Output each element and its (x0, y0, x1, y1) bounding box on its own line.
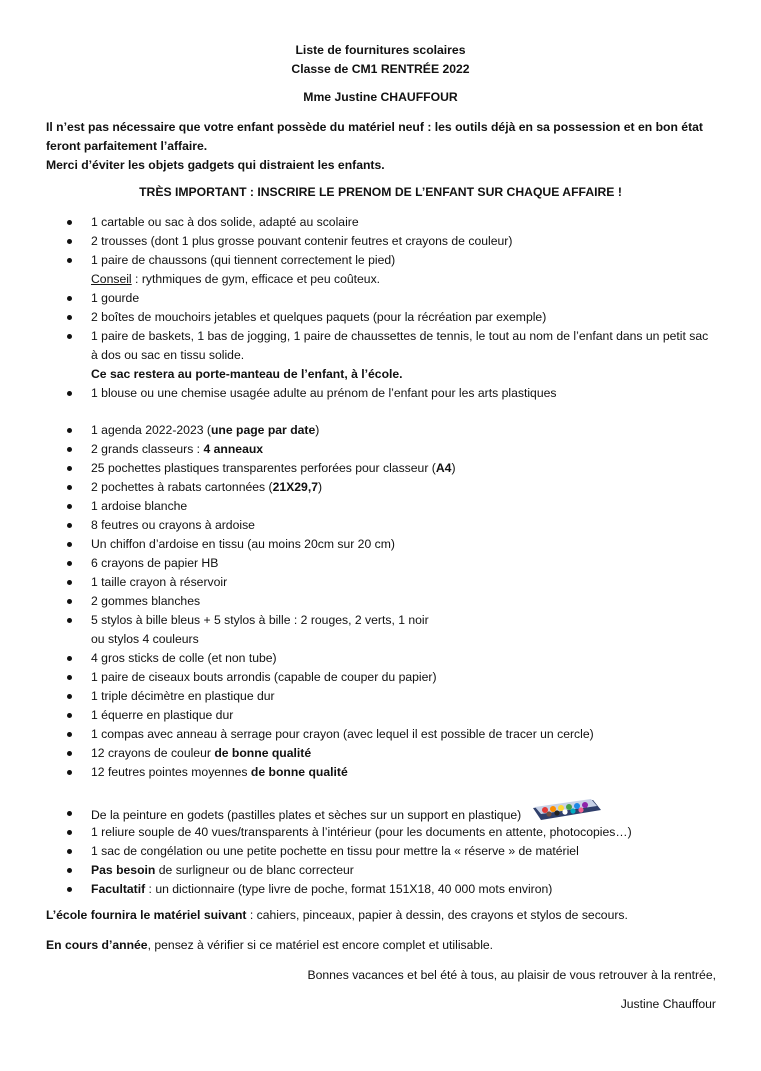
list-item (0, 213, 761, 232)
list-item (0, 804, 761, 823)
item-text: 1 triple décimètre en plastique dur (91, 689, 275, 703)
intro-line-1: Il n’est pas nécessaire que votre enfant possède du matériel neuf : les outils déjà en sa possession et en bon état feront parfaitement l’affaire. (46, 120, 703, 153)
teacher-name: Mme Justine CHAUFFOUR (303, 90, 458, 104)
list-item (0, 516, 761, 535)
item-text: 4 gros sticks de colle (et non tube) (91, 651, 277, 665)
important-notice: TRÈS IMPORTANT : INSCRIRE LE PRENOM DE L’ENFANT SUR CHAQUE AFFAIRE ! (139, 185, 622, 199)
item-text-alt: ou stylos 4 couleurs (91, 632, 199, 646)
list-item (0, 649, 761, 668)
item-text: 6 crayons de papier HB (91, 556, 219, 570)
during-year-note (46, 938, 493, 952)
list-item (0, 668, 761, 687)
intro-paragraph (46, 118, 736, 175)
list-item (0, 421, 761, 440)
list-item (0, 611, 761, 649)
item-text: 1 paire de baskets, 1 bas de jogging, 1 paire de chaussettes de tennis, le tout au nom de l’enfant dans un petit sac à dos ou sac en tissu solide. (91, 329, 709, 362)
item-text: : un dictionnaire (type livre de poche, format 151X18, 40 000 mots environ) (145, 882, 553, 896)
item-text: 5 stylos à bille bleus + 5 stylos à bille : 2 rouges, 2 verts, 1 noir (91, 613, 429, 627)
list-item (0, 289, 761, 308)
item-bold-note: Ce sac restera au porte-manteau de l’enfant, à l’école. (91, 367, 403, 381)
item-bold: Facultatif (91, 882, 146, 896)
item-text-end: ) (451, 461, 456, 475)
list-item (0, 880, 761, 899)
supply-list-classroom (0, 421, 761, 782)
item-bold: 21X29,7 (272, 480, 318, 494)
supply-list-general (0, 213, 761, 403)
item-text-end: ) (317, 480, 323, 494)
closing-line: Bonnes vacances et bel été à tous, au plaisir de vous retrouver à la rentrée, (307, 968, 716, 982)
item-text: 12 crayons de couleur (91, 746, 215, 760)
item-text: 2 gommes blanches (91, 594, 201, 608)
list-item (0, 687, 761, 706)
during-year-label: En cours d’année (46, 938, 148, 952)
during-year-text: , pensez à vérifier si ce matériel est encore complet et utilisable. (147, 938, 494, 952)
item-text: 1 gourde (91, 291, 140, 305)
item-text: 1 cartable ou sac à dos solide, adapté au scolaire (91, 215, 359, 229)
item-text-end: ) (315, 423, 320, 437)
item-text: 2 pochettes à rabats cartonnées ( (91, 480, 273, 494)
list-item (0, 308, 761, 327)
item-text: 1 reliure souple de 40 vues/transparents à l’intérieur (pour les documents en attente, photocopies…) (91, 825, 632, 839)
signature: Justine Chauffour (620, 997, 716, 1011)
item-text: de surligneur ou de blanc correcteur (155, 863, 354, 877)
class-line: Classe de CM1 RENTRÉE 2022 (291, 62, 470, 76)
conseil-label: Conseil (91, 272, 132, 286)
item-text: 1 ardoise blanche (91, 499, 188, 513)
item-text: 1 paire de ciseaux bouts arrondis (capable de couper du papier) (91, 670, 437, 684)
item-text: 1 agenda 2022-2023 ( (91, 423, 211, 437)
item-bold: une page par date (210, 423, 316, 437)
item-text: De la peinture en godets (pastilles plates et sèches sur un support en plastique) (91, 808, 522, 823)
school-provides-text: : cahiers, pinceaux, papier à dessin, des crayons et stylos de secours. (246, 908, 628, 922)
list-item (0, 251, 761, 289)
list-item (0, 327, 711, 384)
school-provides-note (46, 908, 628, 922)
item-text: 1 paire de chaussons (qui tiennent correctement le pied) (91, 253, 396, 267)
paint-palette-svg (531, 796, 603, 822)
item-bold: de bonne qualité (250, 765, 348, 779)
list-item (0, 440, 761, 459)
list-item (0, 842, 761, 861)
list-item (0, 763, 761, 782)
item-text: 25 pochettes plastiques transparentes perforées pour classeur ( (91, 461, 436, 475)
list-item (0, 706, 761, 725)
item-bold: A4 (435, 461, 452, 475)
list-item (0, 478, 761, 497)
item-text: 2 grands classeurs : (91, 442, 204, 456)
item-bold: de bonne qualité (214, 746, 312, 760)
list-item (0, 384, 761, 403)
list-item (0, 459, 761, 478)
list-item (0, 592, 761, 611)
list-item (0, 725, 761, 744)
item-text: 1 blouse ou une chemise usagée adulte au prénom de l’enfant pour les arts plastiques (91, 386, 557, 400)
list-item (0, 861, 761, 880)
list-item (0, 535, 761, 554)
item-text: 2 trousses (dont 1 plus grosse pouvant contenir feutres et crayons de couleur) (91, 234, 513, 248)
item-text: 12 feutres pointes moyennes (91, 765, 251, 779)
item-conseil (91, 270, 761, 289)
list-item (0, 573, 761, 592)
document-title: Liste de fournitures scolaires (295, 43, 466, 57)
item-text: 2 boîtes de mouchoirs jetables et quelques paquets (pour la récréation par exemple) (91, 310, 547, 324)
list-item (0, 744, 761, 763)
list-item (0, 497, 761, 516)
conseil-text: : rythmiques de gym, efficace et peu coûteux. (131, 272, 381, 286)
item-bold: Pas besoin (91, 863, 156, 877)
item-text: 1 sac de congélation ou une petite pochette en tissu pour mettre la « réserve » de matériel (91, 844, 579, 858)
item-bold: 4 anneaux (203, 442, 264, 456)
item-text: Un chiffon d’ardoise en tissu (au moins 20cm sur 20 cm) (91, 537, 395, 551)
item-text: 1 compas avec anneau à serrage pour crayon (avec lequel il est possible de tracer un cercle) (91, 727, 594, 741)
list-item (0, 554, 761, 573)
item-text: 1 taille crayon à réservoir (91, 575, 228, 589)
intro-line-2: Merci d’éviter les objets gadgets qui distraient les enfants. (46, 158, 385, 172)
list-item (0, 823, 761, 842)
list-item (0, 232, 761, 251)
item-text: 8 feutres ou crayons à ardoise (91, 518, 255, 532)
supply-list-art (0, 804, 761, 899)
item-text: 1 équerre en plastique dur (91, 708, 234, 722)
school-provides-label: L’école fournira le matériel suivant (46, 908, 247, 922)
